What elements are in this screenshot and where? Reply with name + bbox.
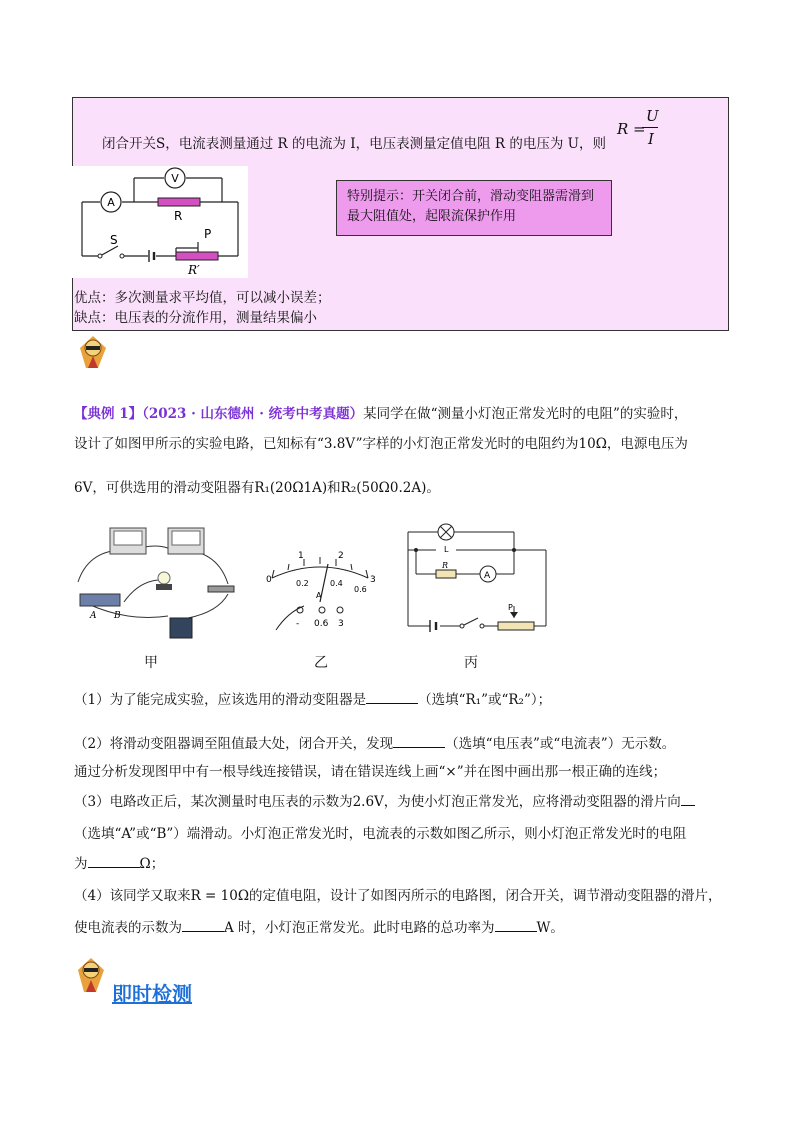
meter-terminal-neg: -	[296, 619, 300, 629]
example-line2: 设计了如图甲所示的实验电路，已知标有“3.8V”字样的小灯泡正常发光时的电阻约为10Ω，电源电压为	[74, 436, 688, 452]
bing-resistor-label: R	[442, 561, 449, 570]
slider-label: P	[204, 227, 212, 241]
q3-text-d: Ω；	[139, 856, 165, 872]
jia-terminal-b: B	[114, 611, 121, 621]
q4-text-c: A 时，小灯泡正常发光。此时电路的总功率为	[224, 920, 495, 936]
section-heading[interactable]: 即时检测	[112, 982, 192, 1006]
q2-answer-blank[interactable]	[393, 747, 445, 748]
caption-yi: 乙	[314, 655, 328, 671]
q2-text-b: （选填“电压表”或“电流表”）无示数。	[445, 736, 676, 752]
question-2	[74, 734, 675, 754]
formula-numerator: U	[646, 107, 659, 125]
jia-terminal-a: A	[90, 611, 97, 621]
q1-text-b: （选填“R₁”或“R₂”）；	[418, 692, 552, 708]
rheostat-label: R′	[188, 263, 200, 277]
meter-sub-tick-2: 0.4	[330, 579, 343, 588]
q4-current-blank[interactable]	[182, 931, 224, 932]
question-3-end	[74, 854, 164, 874]
question-4-cont	[74, 918, 564, 938]
switch-label: S	[110, 233, 118, 247]
caption-bing: 丙	[464, 655, 478, 671]
example-line3: 6V，可供选用的滑动变阻器有R₁(20Ω1A)和R₂(50Ω0.2A)。	[74, 480, 440, 496]
q4-text-b: 使电流表的示数为	[74, 920, 182, 936]
q4-power-blank[interactable]	[495, 931, 537, 932]
figure-bing-circuit	[396, 518, 558, 638]
bing-ammeter-label: A	[484, 571, 491, 581]
meter-tick-0: 0	[266, 575, 272, 585]
meter-sub-tick-1: 0.2	[296, 579, 309, 588]
bing-lamp-label: L	[444, 545, 449, 554]
tip-box: 特别提示：开关闭合前，滑动变阻器需滑到最大阻值处，起限流保护作用	[336, 180, 612, 236]
meter-unit: A	[316, 591, 322, 600]
example-header	[74, 404, 687, 424]
example-line1: 某同学在做“测量小灯泡正常发光时的电阻”的实验时，	[363, 406, 688, 422]
question-3	[74, 792, 695, 812]
method-circuit-diagram	[72, 166, 248, 278]
meter-sub-tick-3: 0.6	[354, 585, 367, 594]
formula-bar	[642, 127, 658, 128]
voltmeter-label: V	[171, 172, 179, 185]
example-tag: 【典例 1】	[74, 406, 143, 422]
figure-jia-apparatus	[68, 522, 244, 642]
meter-tick-2: 2	[338, 551, 344, 561]
meter-terminal-06: 0.6	[314, 619, 329, 629]
ammeter-label: A	[107, 196, 115, 209]
q3-text-c: 为	[74, 856, 88, 872]
caption-jia: 甲	[144, 655, 158, 671]
pencil-mascot-icon-2	[74, 956, 108, 996]
question-2-note: 通过分析发现图甲中有一根导线连接错误，请在错误连线上画“×”并在图中画出那一根正确的连线；	[74, 764, 667, 780]
figure-yi-meter	[258, 548, 382, 634]
cons-text: 缺点：电压表的分流作用，测量结果偏小	[74, 310, 317, 326]
q3-direction-blank[interactable]	[681, 805, 695, 806]
q1-answer-blank[interactable]	[366, 703, 418, 704]
meter-tick-1: 1	[298, 551, 304, 561]
meter-terminal-3: 3	[338, 619, 344, 629]
formula-denominator: I	[648, 130, 654, 148]
pencil-mascot-icon	[76, 334, 110, 370]
question-3-cont: （选填“A”或“B”）端滑动。小灯泡正常发光时，电流表的示数如图乙所示，则小灯泡正常发光时的电阻	[74, 826, 687, 842]
meter-tick-3: 3	[370, 575, 376, 585]
example-source: （2023 · 山东德州 · 统考中考真题）	[142, 406, 364, 422]
q4-text-d: W。	[536, 920, 564, 936]
q2-text-a: （2）将滑动变阻器调至阻值最大处，闭合开关，发现	[74, 736, 394, 752]
question-4: （4）该同学又取来R = 10Ω的定值电阻，设计了如图丙所示的电路图，闭合开关，调节滑动变阻器的滑片，	[74, 888, 722, 904]
method-intro: 闭合开关S，电流表测量通过 R 的电流为 I，电压表测量定值电阻 R 的电压为 U，则	[102, 136, 607, 152]
q3-text-a: （3）电路改正后，某次测量时电压表的示数为2.6V，为使小灯泡正常发光，应将滑动变阻器的滑片向	[74, 794, 681, 810]
resistor-label: R	[174, 209, 183, 223]
formula-left: R =	[617, 120, 646, 138]
q3-resistance-blank[interactable]	[88, 867, 140, 868]
question-1	[74, 690, 551, 710]
bing-slider-label: P	[508, 603, 513, 612]
pros-text: 优点：多次测量求平均值，可以减小误差；	[74, 290, 331, 306]
q1-text-a: （1）为了能完成实验，应该选用的滑动变阻器是	[74, 692, 367, 708]
